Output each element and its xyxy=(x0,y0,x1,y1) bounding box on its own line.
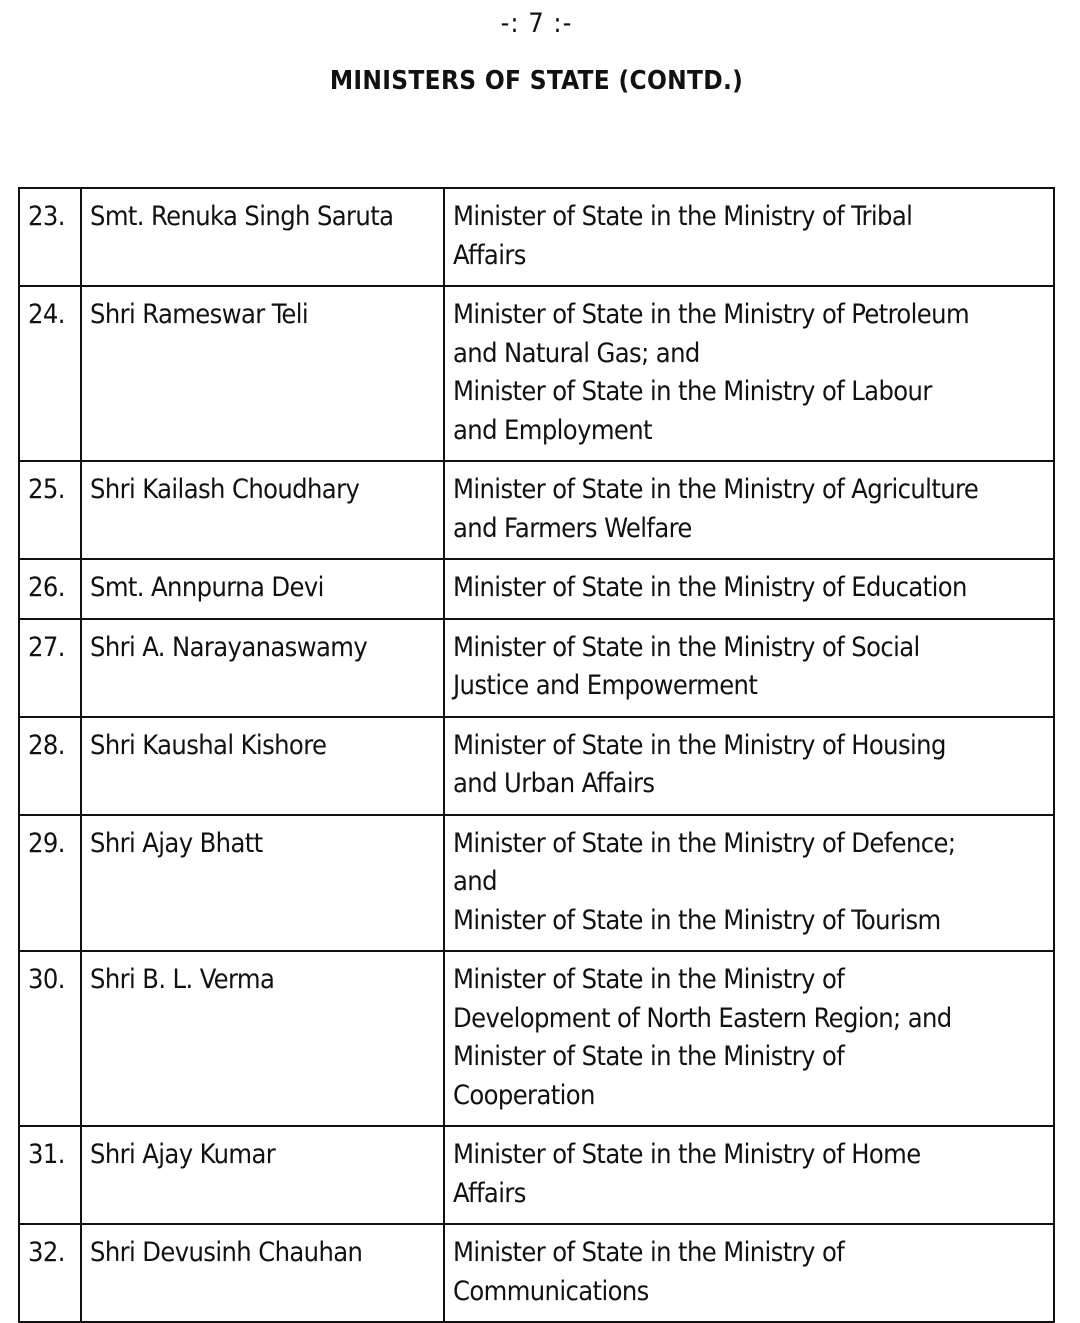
minister-name: Smt. Renuka Singh Saruta xyxy=(81,188,444,286)
page-number: -: 7 :- xyxy=(500,8,573,39)
table-row xyxy=(19,559,1054,619)
minister-name: Shri Kaushal Kishore xyxy=(81,717,444,815)
minister-name: Shri Ajay Bhatt xyxy=(81,815,444,952)
table-row xyxy=(19,461,1054,559)
minister-name: Shri Kailash Choudhary xyxy=(81,461,444,559)
portfolio: Minister of State in the Ministry of Agriculture and Farmers Welfare xyxy=(444,461,1054,559)
serial-number: 25. xyxy=(19,461,81,559)
serial-number: 23. xyxy=(19,188,81,286)
page-title: MINISTERS OF STATE (CONTD.) xyxy=(329,66,744,96)
minister-name: Shri Devusinh Chauhan xyxy=(81,1224,444,1322)
ministers-table xyxy=(18,187,1055,1323)
portfolio: Minister of State in the Ministry of Tribal Affairs xyxy=(444,188,1054,286)
portfolio: Minister of State in the Ministry of Social Justice and Empowerment xyxy=(444,619,1054,717)
table-row xyxy=(19,1224,1054,1322)
table-row xyxy=(19,286,1054,461)
serial-number: 32. xyxy=(19,1224,81,1322)
serial-number: 31. xyxy=(19,1126,81,1224)
portfolio: Minister of State in the Ministry of Development of North Eastern Region; and Minister of State in the Ministry of Cooperation xyxy=(444,951,1054,1126)
serial-number: 26. xyxy=(19,559,81,619)
table-row xyxy=(19,815,1054,952)
portfolio: Minister of State in the Ministry of Communications xyxy=(444,1224,1054,1322)
portfolio: Minister of State in the Ministry of Education xyxy=(444,559,1054,619)
table-row xyxy=(19,717,1054,815)
portfolio: Minister of State in the Ministry of Home Affairs xyxy=(444,1126,1054,1224)
table-row xyxy=(19,619,1054,717)
serial-number: 24. xyxy=(19,286,81,461)
table-row xyxy=(19,1126,1054,1224)
serial-number: 28. xyxy=(19,717,81,815)
serial-number: 29. xyxy=(19,815,81,952)
serial-number: 30. xyxy=(19,951,81,1126)
table-row xyxy=(19,951,1054,1126)
minister-name: Shri B. L. Verma xyxy=(81,951,444,1126)
portfolio: Minister of State in the Ministry of Housing and Urban Affairs xyxy=(444,717,1054,815)
minister-name: Shri A. Narayanaswamy xyxy=(81,619,444,717)
serial-number: 27. xyxy=(19,619,81,717)
table-row xyxy=(19,188,1054,286)
portfolio: Minister of State in the Ministry of Defence; and Minister of State in the Ministry of Tourism xyxy=(444,815,1054,952)
minister-name: Smt. Annpurna Devi xyxy=(81,559,444,619)
minister-name: Shri Rameswar Teli xyxy=(81,286,444,461)
portfolio: Minister of State in the Ministry of Petroleum and Natural Gas; and Minister of State in the Ministry of Labour and Employment xyxy=(444,286,1054,461)
minister-name: Shri Ajay Kumar xyxy=(81,1126,444,1224)
